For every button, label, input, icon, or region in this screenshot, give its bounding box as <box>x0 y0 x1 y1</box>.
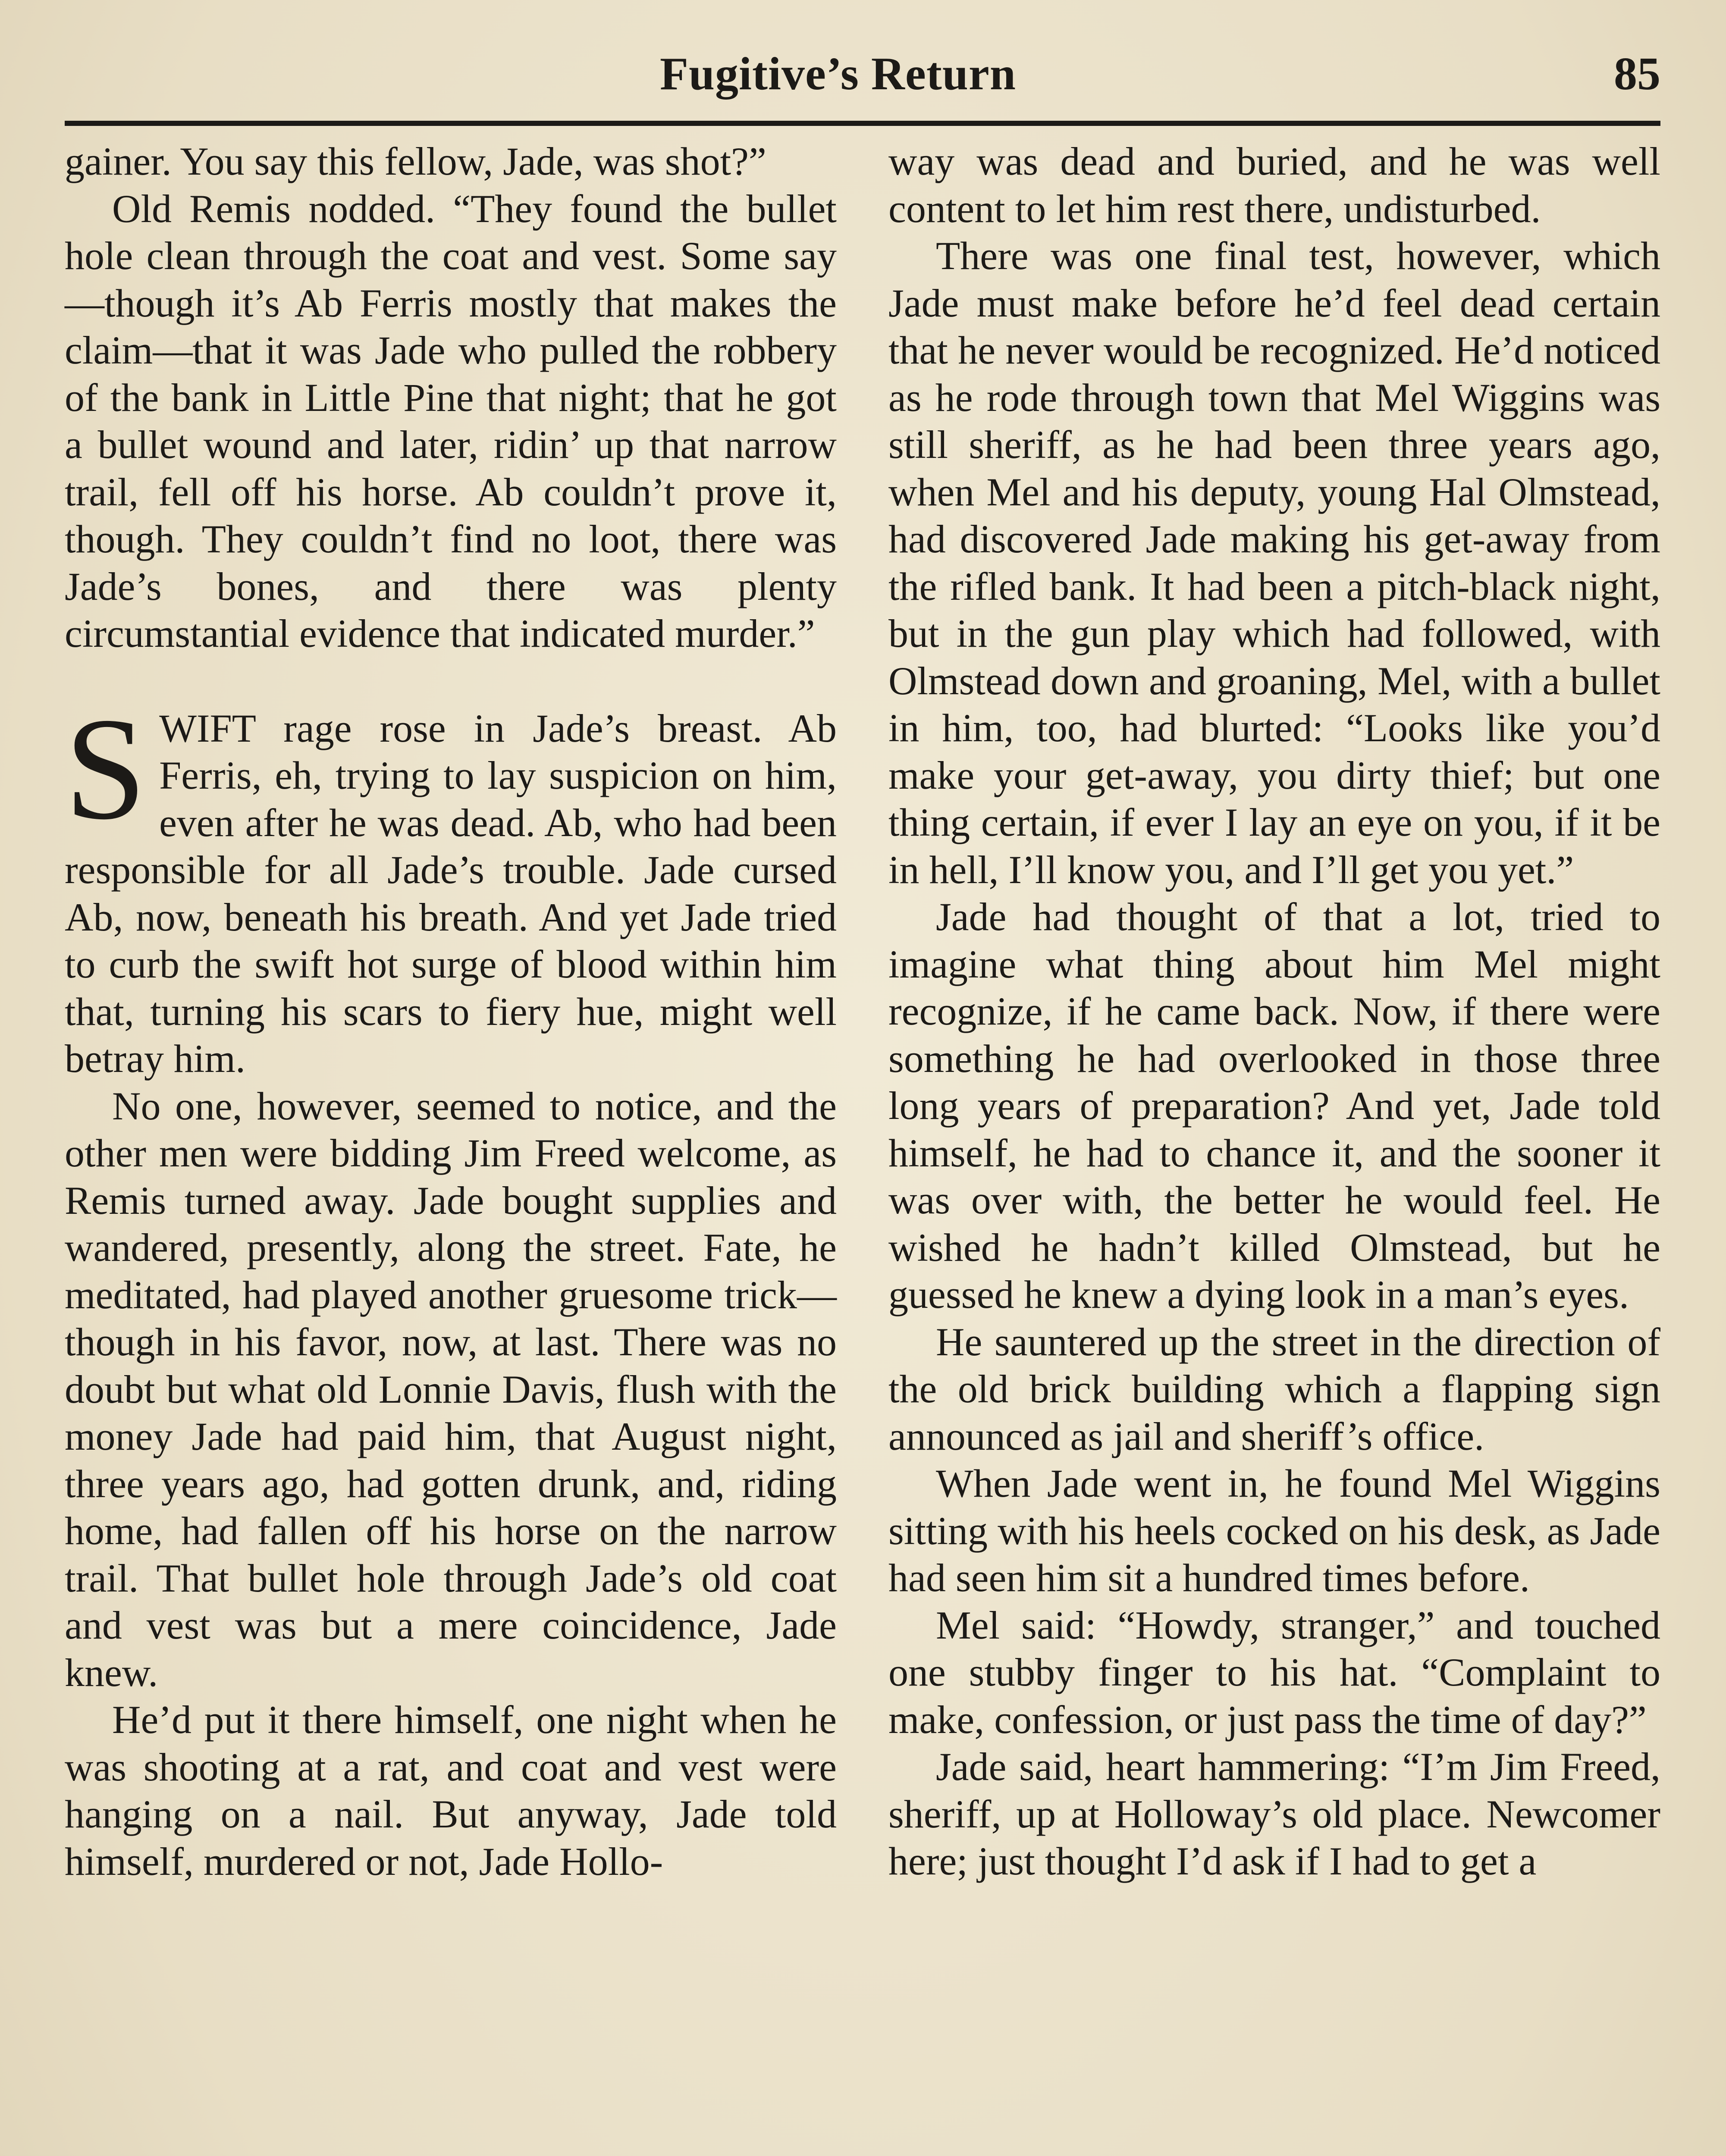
paragraph: Old Remis nodded. “They found the bullet hole clean through the coat and vest. Some say—though it’s Ab Ferris mostly that makes the claim—that it was Jade who pulled the robbery of the bank in Little Pine that night; that he got a bullet wound and later, ridin’ up that narrow trail, fell off his horse. Ab couldn’t prove it, though. They couldn’t find no loot, there was Jade’s bones, and there was plenty circumstantial evidence that indicated murder.” <box>65 186 837 655</box>
right-column <box>888 138 1660 1885</box>
section-start-paragraph <box>65 687 837 1083</box>
paragraph: Jade said, heart hammering: “I’m Jim Freed, sheriff, up at Holloway’s old place. Newcomer here; just thought I’d ask if I had to get a <box>888 1745 1660 1883</box>
text-columns <box>65 138 1660 1885</box>
paragraph: He sauntered up the street in the direction of the old brick building which a flapping sign announced as jail and sheriff’s office. <box>888 1319 1660 1458</box>
paragraph: He’d put it there himself, one night when he was shooting at a rat, and coat and vest were hanging on a nail. But anyway, Jade told himself, murdered or not, Jade Hollo- <box>65 1698 837 1883</box>
left-column <box>65 138 837 1885</box>
running-title: Fugitive’s Return <box>660 48 1016 100</box>
paragraph: gainer. You say this fellow, Jade, was shot?” <box>65 139 766 183</box>
drop-cap: S <box>65 687 147 850</box>
paragraph-text: WIFT rage rose in Jade’s breast. Ab Ferris, eh, trying to lay suspicion on him, even after he was dead. Ab, who had been responsible for all Jade’s trouble. Jade cursed Ab, now, beneath his breath. And yet Jade tried to curb the swift hot surge of blood within him that, turning his scars to fiery hue, might well betray him. <box>65 706 837 1081</box>
paragraph: When Jade went in, he found Mel Wiggins sitting with his heels cocked on his desk, as Jade had seen him sit a hundred times before. <box>888 1461 1660 1600</box>
page-header <box>65 39 1660 126</box>
magazine-page <box>65 39 1660 2156</box>
paragraph: No one, however, seemed to notice, and the other men were bidding Jim Freed welcome, as Remis turned away. Jade bought supplies and wandered, presently, along the street. Fate, he meditated, had played another gruesome trick—though in his favor, now, at last. There was no doubt but what old Lonnie Davis, flush with the money Jade had paid him, that August night, three years ago, had gotten drunk, and, riding home, had fallen off his horse on the narrow trail. That bullet hole through Jade’s old coat and vest was but a mere coincidence, Jade knew. <box>65 1084 837 1695</box>
page-number: 85 <box>1614 48 1660 100</box>
paragraph: There was one final test, however, which Jade must make before he’d feel dead certain that he never would be recognized. He’d noticed as he rode through town that Mel Wiggins was still sheriff, as he had been three years ago, when Mel and his deputy, young Hal Olmstead, had discovered Jade making his get-away from the rifled bank. It had been a pitch-black night, but in the gun play which had followed, with Olmstead down and groaning, Mel, with a bullet in him, too, had blurted: “Looks like you’d make your get-away, you dirty thief; but one thing certain, if ever I lay an eye on you, if it be in hell, I’ll know you, and I’ll get you yet.” <box>888 234 1660 892</box>
paragraph: Jade had thought of that a lot, tried to imagine what thing about him Mel might recognize, if he came back. Now, if there were something he had overlooked in those three long years of preparation? And yet, Jade told himself, he had to chance it, and the sooner it was over with, the better he would feel. He wished he hadn’t killed Olmstead, but he guessed he knew a dying look in a man’s eyes. <box>888 895 1660 1316</box>
paragraph: way was dead and buried, and he was well content to let him rest there, undisturbed. <box>888 139 1660 231</box>
paragraph: Mel said: “Howdy, stranger,” and touched one stubby finger to his hat. “Complaint to make, confession, or just pass the time of day?” <box>888 1603 1660 1742</box>
